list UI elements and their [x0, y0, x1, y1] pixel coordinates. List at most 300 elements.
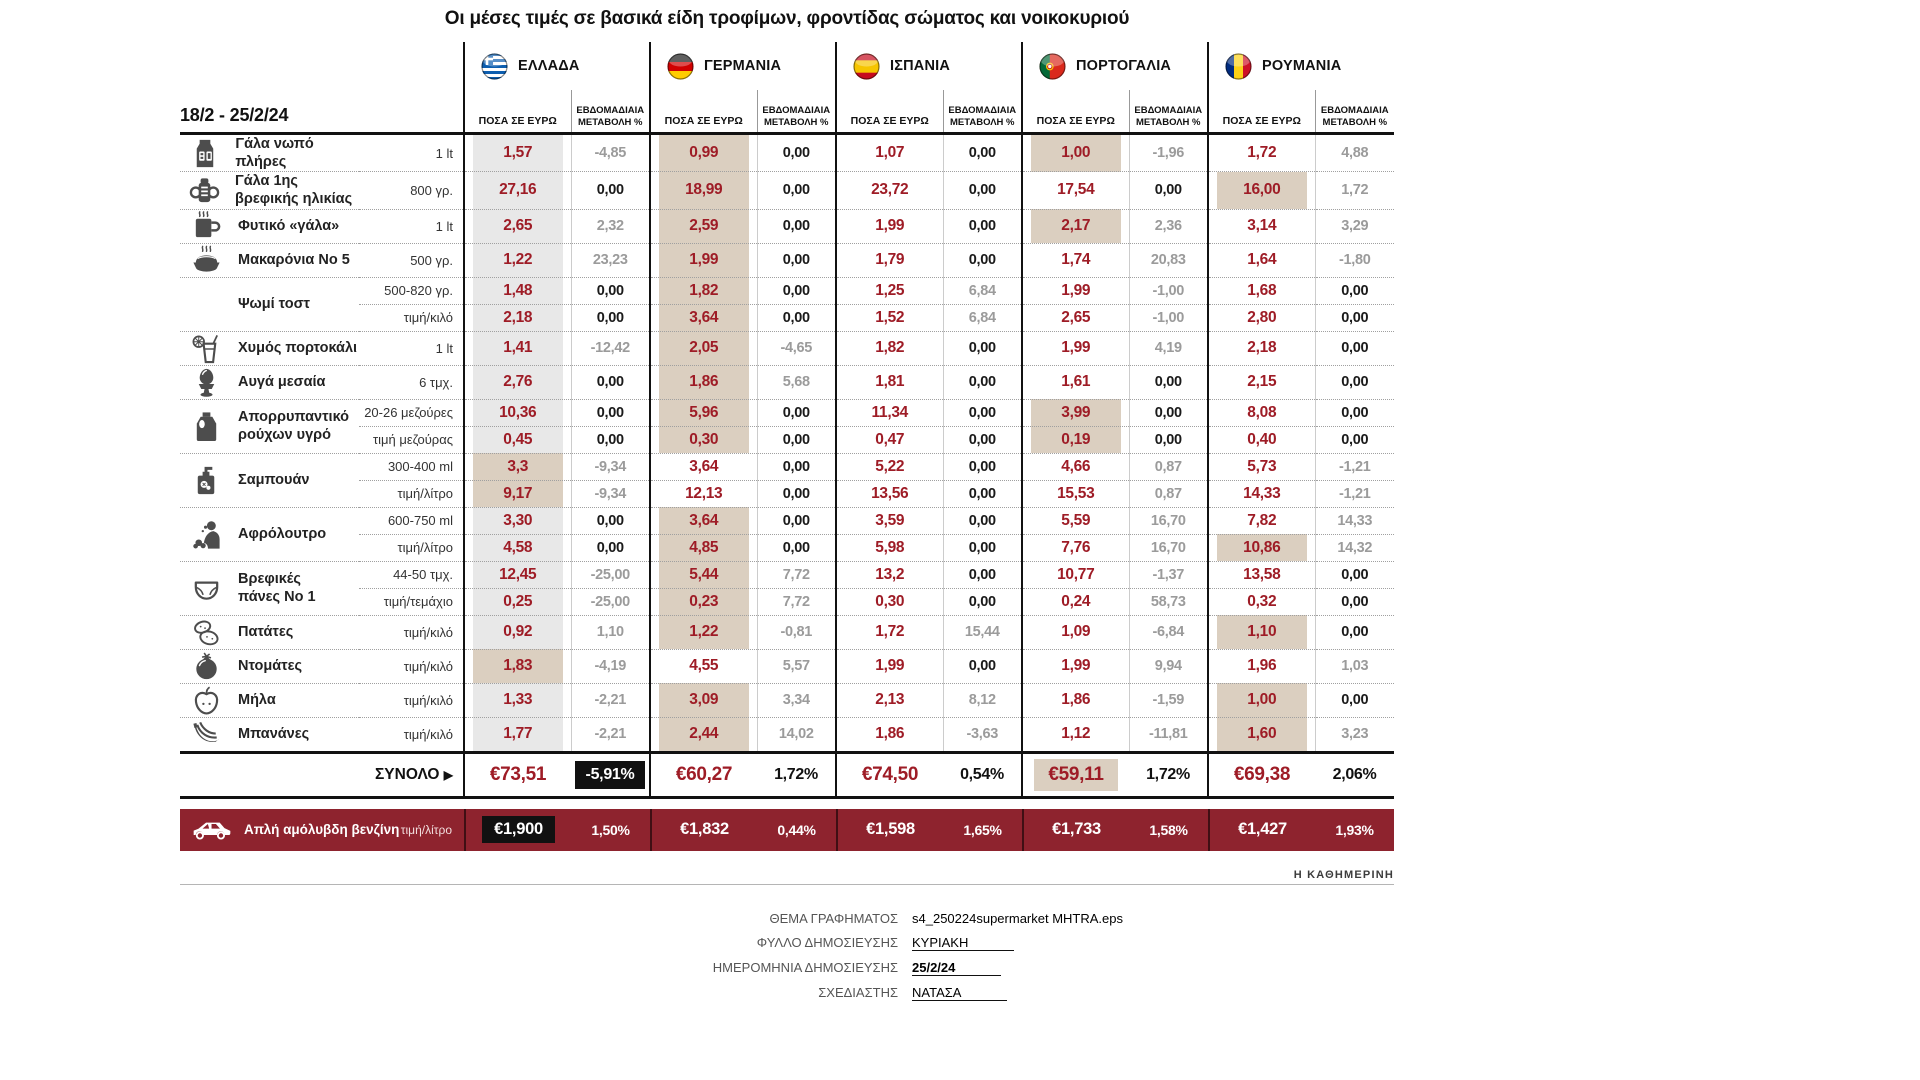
table-row — [180, 534, 1394, 561]
product-name: Ντομάτες — [238, 657, 303, 674]
change-cell: 0,00 — [571, 304, 650, 331]
change-cell: 14,02 — [757, 717, 836, 752]
change-column-header: ΕΒΔΟΜΑΔΙΑΙΑ ΜΕΤΑΒΟΛΗ % — [571, 90, 650, 134]
change-cell: 5,68 — [757, 365, 836, 399]
fuel-label — [180, 809, 464, 851]
change-cell: 0,87 — [1129, 453, 1208, 480]
price-cell: 1,99 — [650, 243, 757, 277]
change-cell: 20,83 — [1129, 243, 1208, 277]
price-cell: 0,92 — [464, 615, 571, 649]
apple-icon — [188, 684, 224, 717]
table-row — [180, 561, 1394, 588]
product-name: Πατάτες — [238, 623, 294, 640]
product-label — [180, 209, 359, 243]
change-cell: -4,19 — [571, 649, 650, 683]
change-cell: -1,00 — [1129, 277, 1208, 304]
change-cell: 0,00 — [1315, 331, 1394, 365]
change-cell: 0,00 — [571, 399, 650, 426]
price-cell: 12,45 — [464, 561, 571, 588]
qty-label: τιμή/κιλό — [359, 717, 464, 752]
price-cell: 3,30 — [464, 507, 571, 534]
fuel-row — [180, 809, 1394, 851]
price-cell: 12,13 — [650, 480, 757, 507]
change-cell: 0,00 — [1315, 399, 1394, 426]
change-cell: 0,00 — [757, 534, 836, 561]
price-cell: 7,76 — [1022, 534, 1129, 561]
change-cell: 0,00 — [1129, 426, 1208, 453]
qty-label: 800 γρ. — [359, 172, 464, 209]
price-cell: 3,64 — [650, 507, 757, 534]
product-label — [180, 134, 359, 172]
portugal-flag-icon — [1039, 53, 1066, 80]
price-cell: 0,19 — [1022, 426, 1129, 453]
change-cell: 0,00 — [571, 365, 650, 399]
change-cell: -1,37 — [1129, 561, 1208, 588]
price-cell: 5,44 — [650, 561, 757, 588]
country-header-romania — [1208, 42, 1394, 90]
country-header-portugal — [1022, 42, 1208, 90]
change-cell: 0,00 — [943, 588, 1022, 615]
change-cell: 0,00 — [1315, 615, 1394, 649]
total-change-cell: 1,72% — [1129, 752, 1208, 797]
qty-label: 1 lt — [359, 209, 464, 243]
country-header-spain — [836, 42, 1022, 90]
price-cell: 1,48 — [464, 277, 571, 304]
meta-value: 25/2/24 — [912, 960, 1001, 976]
qty-label: τιμή/τεμάχιο — [359, 588, 464, 615]
change-column-header: ΕΒΔΟΜΑΔΙΑΙΑ ΜΕΤΑΒΟΛΗ % — [1315, 90, 1394, 134]
price-cell: 2,76 — [464, 365, 571, 399]
change-cell: 0,00 — [1315, 365, 1394, 399]
change-cell: 0,00 — [943, 399, 1022, 426]
change-column-header: ΕΒΔΟΜΑΔΙΑΙΑ ΜΕΤΑΒΟΛΗ % — [943, 90, 1022, 134]
price-cell: 2,18 — [464, 304, 571, 331]
change-cell: -3,63 — [943, 717, 1022, 752]
price-cell: 5,73 — [1208, 453, 1315, 480]
price-cell: 4,58 — [464, 534, 571, 561]
product-name: Απορρυπαντικό ρούχων υγρό — [238, 408, 350, 443]
product-name: Βρεφικές πάνες Νο 1 — [238, 570, 316, 605]
country-name: ΕΛΛΑΔΑ — [518, 58, 580, 74]
change-cell: 2,32 — [571, 209, 650, 243]
body-wash-icon — [188, 518, 224, 551]
price-cell: 7,82 — [1208, 507, 1315, 534]
spain-flag-icon — [853, 53, 880, 80]
price-cell: 1,99 — [1022, 649, 1129, 683]
qty-label: τιμή/κιλό — [359, 683, 464, 717]
qty-label: 44-50 τμχ. — [359, 561, 464, 588]
detergent-icon — [188, 410, 224, 443]
product-name: Αυγά μεσαία — [238, 373, 326, 390]
qty-label: τιμή/κιλό — [359, 615, 464, 649]
total-change-cell: -5,91% — [571, 752, 650, 797]
change-cell: 0,00 — [1129, 172, 1208, 209]
price-cell: 9,17 — [464, 480, 571, 507]
change-cell: 16,70 — [1129, 507, 1208, 534]
product-label — [180, 243, 359, 277]
price-cell: 15,53 — [1022, 480, 1129, 507]
country-header-row — [180, 42, 1394, 90]
table-row — [180, 209, 1394, 243]
change-cell: 0,00 — [1315, 304, 1394, 331]
qty-label: τιμή/κιλό — [359, 649, 464, 683]
price-cell: 5,22 — [836, 453, 943, 480]
price-cell: 0,40 — [1208, 426, 1315, 453]
product-name: Γάλα νωπό πλήρες — [235, 136, 314, 171]
table-row — [180, 717, 1394, 752]
change-cell: 23,23 — [571, 243, 650, 277]
change-cell: 3,29 — [1315, 209, 1394, 243]
price-cell: 13,58 — [1208, 561, 1315, 588]
price-cell: 2,18 — [1208, 331, 1315, 365]
totals-label: ΣΥΝΟΛΟ ▶ — [180, 752, 464, 797]
page-title: Οι μέσες τιμές σε βασικά είδη τροφίμων, φροντίδας σώματος και νοικοκυριού — [444, 8, 1130, 29]
meta-value: ΚΥΡΙΑΚΗ — [912, 935, 1014, 951]
change-cell: -12,42 — [571, 331, 650, 365]
meta-label: ΗΜΕΡΟΜΗΝΙΑ ΔΗΜΟΣΙΕΥΣΗΣ — [712, 959, 898, 975]
product-label — [180, 172, 359, 209]
change-cell: 58,73 — [1129, 588, 1208, 615]
change-cell: -1,80 — [1315, 243, 1394, 277]
price-cell: 2,44 — [650, 717, 757, 752]
potatoes-icon — [188, 616, 224, 649]
change-cell: 0,00 — [757, 243, 836, 277]
product-label — [180, 717, 359, 752]
fuel-change-cell: 1,65% — [963, 821, 1002, 838]
change-cell: 0,00 — [757, 507, 836, 534]
country-header-germany — [650, 42, 836, 90]
product-name: Γάλα 1ης βρεφικής ηλικίας — [235, 173, 353, 208]
table-row — [180, 365, 1394, 399]
change-cell: 3,23 — [1315, 717, 1394, 752]
price-cell: 1,60 — [1208, 717, 1315, 752]
price-cell: 1,22 — [464, 243, 571, 277]
country-name: ΠΟΡΤΟΓΑΛΙΑ — [1076, 58, 1172, 74]
fuel-change-cell: 0,44% — [777, 821, 816, 838]
price-cell: 1,22 — [650, 615, 757, 649]
price-cell: 1,00 — [1022, 134, 1129, 172]
price-cell: 1,99 — [1022, 277, 1129, 304]
change-cell: 1,72 — [1315, 172, 1394, 209]
change-cell: 0,00 — [943, 331, 1022, 365]
product-name: Μπανάνες — [238, 725, 310, 742]
price-cell: 1,72 — [836, 615, 943, 649]
change-cell: 0,00 — [943, 649, 1022, 683]
price-cell: 3,14 — [1208, 209, 1315, 243]
change-cell: 5,57 — [757, 649, 836, 683]
product-label — [180, 615, 359, 649]
product-name: Φυτικό «γάλα» — [238, 217, 340, 234]
meta-value: s4_250224supermarket MHTRA.eps — [912, 910, 1123, 926]
change-cell: 0,00 — [1129, 365, 1208, 399]
country-name: ΙΣΠΑΝΙΑ — [890, 58, 951, 74]
change-cell: 0,00 — [757, 399, 836, 426]
change-cell: 16,70 — [1129, 534, 1208, 561]
table-row — [180, 426, 1394, 453]
change-cell: -4,65 — [757, 331, 836, 365]
egg-icon — [188, 366, 224, 399]
table-row — [180, 480, 1394, 507]
change-cell: 0,00 — [1315, 588, 1394, 615]
price-cell: 3,09 — [650, 683, 757, 717]
change-cell: -1,21 — [1315, 480, 1394, 507]
change-cell: 6,84 — [943, 304, 1022, 331]
product-label — [180, 365, 359, 399]
price-cell: 8,08 — [1208, 399, 1315, 426]
total-price-cell: €59,11 — [1022, 752, 1129, 797]
product-name: Σαμπουάν — [238, 471, 310, 488]
price-cell: 1,86 — [836, 717, 943, 752]
price-cell: 1,99 — [1022, 331, 1129, 365]
price-cell: 1,52 — [836, 304, 943, 331]
product-label — [180, 277, 359, 331]
total-change-cell: 2,06% — [1315, 752, 1394, 797]
product-label — [180, 399, 359, 453]
price-cell: 17,54 — [1022, 172, 1129, 209]
change-cell: 0,00 — [571, 507, 650, 534]
meta-label: ΣΧΕΔΙΑΣΤΗΣ — [818, 984, 898, 1000]
date-range: 18/2 - 25/2/24 — [180, 90, 464, 134]
shampoo-icon — [188, 464, 224, 497]
change-cell: 0,00 — [943, 172, 1022, 209]
price-cell: 2,05 — [650, 331, 757, 365]
country-name: ΓΕΡΜΑΝΙΑ — [704, 58, 782, 74]
meta-row — [180, 960, 1412, 976]
table-row — [180, 588, 1394, 615]
qty-label: 500 γρ. — [359, 243, 464, 277]
header-spacer — [180, 42, 464, 90]
price-table — [180, 42, 1394, 799]
price-cell: 1,57 — [464, 134, 571, 172]
price-cell: 1,81 — [836, 365, 943, 399]
price-cell: 5,98 — [836, 534, 943, 561]
change-cell: 0,87 — [1129, 480, 1208, 507]
change-cell: 1,10 — [571, 615, 650, 649]
product-label — [180, 507, 359, 561]
change-cell: 0,00 — [757, 453, 836, 480]
price-cell: 10,86 — [1208, 534, 1315, 561]
price-cell: 0,99 — [650, 134, 757, 172]
change-cell: 0,00 — [943, 209, 1022, 243]
product-label — [180, 683, 359, 717]
arrow-right-icon: ▶ — [443, 767, 453, 782]
change-cell: 0,00 — [757, 304, 836, 331]
price-cell: 1,99 — [836, 209, 943, 243]
change-cell: 0,00 — [571, 534, 650, 561]
change-cell: -9,34 — [571, 453, 650, 480]
amount-column-header: ΠΟΣΑ ΣΕ ΕΥΡΩ — [650, 90, 757, 134]
price-cell: 0,30 — [836, 588, 943, 615]
price-cell: 1,61 — [1022, 365, 1129, 399]
fuel-price-cell: €1,832 — [680, 820, 729, 838]
price-cell: 1,77 — [464, 717, 571, 752]
change-cell: 0,00 — [1315, 277, 1394, 304]
price-cell: 0,32 — [1208, 588, 1315, 615]
meta-row — [180, 911, 1412, 926]
change-cell: 14,32 — [1315, 534, 1394, 561]
price-cell: 1,86 — [1022, 683, 1129, 717]
price-cell: 1,72 — [1208, 134, 1315, 172]
tomato-icon — [188, 650, 224, 683]
qty-label: 1 lt — [359, 134, 464, 172]
total-change-cell: 0,54% — [943, 752, 1022, 797]
change-cell: -2,21 — [571, 683, 650, 717]
change-cell: 0,00 — [943, 534, 1022, 561]
qty-label: 20-26 μεζούρες — [359, 399, 464, 426]
amount-column-header: ΠΟΣΑ ΣΕ ΕΥΡΩ — [1022, 90, 1129, 134]
romania-flag-icon — [1225, 53, 1252, 80]
change-cell: -25,00 — [571, 561, 650, 588]
change-cell: 7,72 — [757, 588, 836, 615]
fuel-price-cell: €1,900 — [466, 816, 571, 843]
price-cell: 3,64 — [650, 453, 757, 480]
country-header-greece — [464, 42, 650, 90]
total-price-cell: €60,27 — [650, 752, 757, 797]
change-column-header: ΕΒΔΟΜΑΔΙΑΙΑ ΜΕΤΑΒΟΛΗ % — [1129, 90, 1208, 134]
car-icon — [190, 818, 234, 842]
price-cell: 1,83 — [464, 649, 571, 683]
change-cell: 0,00 — [943, 507, 1022, 534]
price-cell: 1,07 — [836, 134, 943, 172]
price-cell: 1,74 — [1022, 243, 1129, 277]
change-cell: 2,36 — [1129, 209, 1208, 243]
qty-label: 500-820 γρ. — [359, 277, 464, 304]
price-cell: 2,65 — [464, 209, 571, 243]
change-cell: 7,72 — [757, 561, 836, 588]
change-cell: -25,00 — [571, 588, 650, 615]
change-cell: 0,00 — [757, 426, 836, 453]
meta-row — [180, 985, 1412, 1001]
price-cell: 3,3 — [464, 453, 571, 480]
product-label — [180, 649, 359, 683]
price-cell: 1,68 — [1208, 277, 1315, 304]
price-cell: 0,25 — [464, 588, 571, 615]
price-cell: 2,15 — [1208, 365, 1315, 399]
price-cell: 5,59 — [1022, 507, 1129, 534]
table-row — [180, 453, 1394, 480]
change-cell: -9,34 — [571, 480, 650, 507]
meta-row — [180, 935, 1412, 951]
amount-column-header: ΠΟΣΑ ΣΕ ΕΥΡΩ — [1208, 90, 1315, 134]
change-cell: 6,84 — [943, 277, 1022, 304]
table-row — [180, 649, 1394, 683]
total-price-cell: €74,50 — [836, 752, 943, 797]
meta-label: ΦΥΛΛΟ ΔΗΜΟΣΙΕΥΣΗΣ — [756, 934, 898, 950]
change-cell: 3,34 — [757, 683, 836, 717]
change-cell: 0,00 — [943, 365, 1022, 399]
product-name: Μήλα — [238, 691, 276, 708]
fuel-name: Απλή αμόλυβδη βενζίνη — [244, 822, 400, 837]
total-change-cell: 1,72% — [757, 752, 836, 797]
change-cell: 8,12 — [943, 683, 1022, 717]
country-name: ΡΟΥΜΑΝΙΑ — [1262, 58, 1342, 74]
amount-column-header: ΠΟΣΑ ΣΕ ΕΥΡΩ — [836, 90, 943, 134]
price-cell: 1,12 — [1022, 717, 1129, 752]
brand: Η ΚΑΘΗΜΕΡΙΝΗ — [180, 869, 1394, 885]
change-cell: 9,94 — [1129, 649, 1208, 683]
table-row — [180, 172, 1394, 209]
change-cell: 0,00 — [757, 277, 836, 304]
fuel-country-group — [464, 809, 650, 851]
change-cell: 15,44 — [943, 615, 1022, 649]
price-cell: 1,09 — [1022, 615, 1129, 649]
price-cell: 1,96 — [1208, 649, 1315, 683]
product-label — [180, 331, 359, 365]
change-cell: 0,00 — [943, 561, 1022, 588]
change-cell: 0,00 — [757, 172, 836, 209]
price-cell: 1,64 — [1208, 243, 1315, 277]
change-cell: 4,19 — [1129, 331, 1208, 365]
table-row — [180, 243, 1394, 277]
product-label — [180, 453, 359, 507]
change-cell: -1,59 — [1129, 683, 1208, 717]
product-name: Μακαρόνια Νο 5 — [238, 251, 350, 268]
change-cell: 0,00 — [943, 453, 1022, 480]
qty-label: 600-750 ml — [359, 507, 464, 534]
price-cell: 1,82 — [650, 277, 757, 304]
total-price-cell: €69,38 — [1208, 752, 1315, 797]
price-cell: 2,65 — [1022, 304, 1129, 331]
qty-label: τιμή/λίτρο — [359, 534, 464, 561]
price-cell: 1,86 — [650, 365, 757, 399]
price-cell: 11,34 — [836, 399, 943, 426]
change-cell: 0,00 — [943, 480, 1022, 507]
price-cell: 13,2 — [836, 561, 943, 588]
change-cell: 0,00 — [1315, 683, 1394, 717]
fuel-price-cell: €1,733 — [1052, 820, 1101, 838]
change-cell: -6,84 — [1129, 615, 1208, 649]
change-cell: -2,21 — [571, 717, 650, 752]
table-row — [180, 683, 1394, 717]
price-cell: 27,16 — [464, 172, 571, 209]
price-cell: 0,45 — [464, 426, 571, 453]
price-cell: 16,00 — [1208, 172, 1315, 209]
fuel-change-cell: 1,58% — [1149, 821, 1188, 838]
total-price-cell: €73,51 — [464, 752, 571, 797]
fuel-price-cell: €1,598 — [866, 820, 915, 838]
price-cell: 23,72 — [836, 172, 943, 209]
fuel-change-cell: 1,93% — [1335, 821, 1374, 838]
price-cell: 2,13 — [836, 683, 943, 717]
price-cell: 18,99 — [650, 172, 757, 209]
fuel-country-group — [1208, 809, 1394, 851]
price-cell: 3,99 — [1022, 399, 1129, 426]
bananas-icon — [188, 718, 224, 751]
change-cell: -4,85 — [571, 134, 650, 172]
greece-flag-icon — [481, 53, 508, 80]
price-cell: 2,59 — [650, 209, 757, 243]
price-cell: 4,66 — [1022, 453, 1129, 480]
change-cell: 0,00 — [943, 243, 1022, 277]
table-row — [180, 331, 1394, 365]
change-cell: -1,00 — [1129, 304, 1208, 331]
meta-block — [180, 911, 1412, 1001]
price-cell: 4,85 — [650, 534, 757, 561]
diaper-icon — [188, 572, 224, 605]
fuel-country-group — [1022, 809, 1208, 851]
price-cell: 0,24 — [1022, 588, 1129, 615]
change-cell: 1,03 — [1315, 649, 1394, 683]
change-cell: 0,00 — [757, 480, 836, 507]
fuel-unit: τιμή/λίτρο — [400, 822, 452, 837]
milk-carton-icon — [188, 137, 221, 170]
change-cell: 0,00 — [1315, 561, 1394, 588]
fuel-price-cell: €1,427 — [1238, 820, 1287, 838]
totals-row — [180, 752, 1394, 797]
change-cell: 14,33 — [1315, 507, 1394, 534]
germany-flag-icon — [667, 53, 694, 80]
price-cell: 0,47 — [836, 426, 943, 453]
